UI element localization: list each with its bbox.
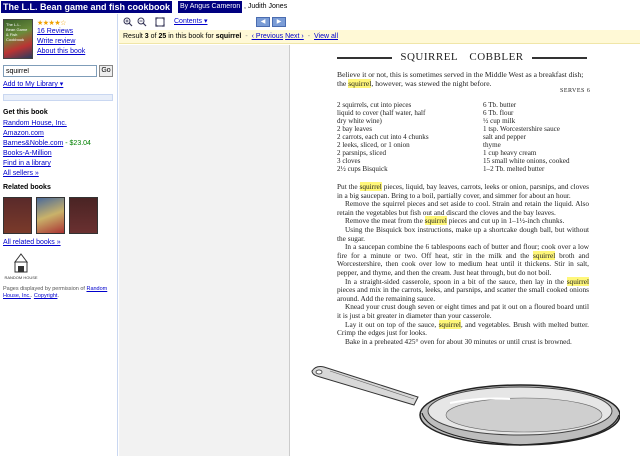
book-title: The L.L. Bean game and fish cookbook [3, 2, 171, 12]
permission-note: Pages displayed by permission of Random House, Inc.. Copyright. [3, 286, 108, 299]
method-paragraph: Remove the meat from the squirrel pieces and cut up in 1–1½-inch chunks. [345, 216, 565, 226]
publisher-logo-icon [3, 252, 39, 284]
ingredient-item: 1–2 Tb. melted butter [483, 165, 545, 173]
related-books-heading: Related books [3, 184, 51, 191]
ingredient-list-left [337, 101, 467, 173]
method-paragraph: Remove the squirrel pieces and set aside to cool. Strain and retain the liquid. Also retain the vegetables but fish out and discard the cloves and the bay leaves. [337, 199, 589, 217]
book-page [289, 45, 640, 456]
book-byline[interactable]: By Angus Cameron [178, 1, 242, 13]
result-separator: - [307, 33, 311, 40]
all-related-books-link[interactable]: All related books » [3, 239, 61, 246]
ingredient-item: 6 Tb. butter [483, 101, 517, 109]
get-book-heading: Get this book [3, 109, 48, 116]
method-paragraph: Using the Bisquick box instructions, make up a shortcake dough ball, but without the sugar. [337, 224, 589, 243]
recipe-method [337, 183, 589, 346]
publisher-logo-text: RANDOM HOUSE [4, 275, 38, 280]
ingredient-item: 1 cup heavy cream [483, 149, 537, 157]
seller-item [3, 119, 91, 129]
viewer-toolbar [119, 14, 640, 30]
recipe-intro: Believe it or not, this is sometimes served in the Middle West as a breakfast dish; the squirrel, however, was stewed the night before. [337, 70, 584, 88]
ingredient-item: 2 bay leaves [337, 125, 373, 133]
seller-link-books-a-million[interactable]: Books-A-Million [3, 150, 52, 157]
ingredient-item: 2 carrots, each cut into 4 chunks [337, 133, 429, 141]
ingredient-item: 2½ cups Bisquick [337, 165, 388, 173]
method-paragraph: In a saucepan combine the 6 tablespoons each of butter and flour; cook over a low fire for a minute or two. Off heat, stir in the milk and the squirrel broth and Worcestershire, then cook over low to medium heat until it thickens. Stir in salt, pepper, and thyme, and then the cream. Just heat through, but do not boil. [337, 242, 589, 277]
result-separator: - [245, 33, 248, 40]
previous-result-link[interactable]: ‹ Previous [251, 33, 284, 40]
ingredient-item: 2 leeks, sliced, or 1 onion [337, 141, 410, 149]
all-sellers-link[interactable]: All sellers » [3, 170, 39, 177]
sidebar [0, 14, 118, 456]
view-all-results-link[interactable]: View all [314, 33, 339, 40]
ingredient-item: liquid to cover (half water, half [337, 109, 426, 117]
ingredient-item: salt and pepper [483, 133, 526, 141]
method-paragraph: Bake in a preheated 425° oven for about 30 minutes or until crust is browned. [345, 336, 572, 346]
seller-link-barnes-noble[interactable]: Barnes&Noble.com [3, 140, 64, 147]
separator-bar [3, 94, 113, 101]
ingredient-item: ½ cup milk [483, 117, 516, 125]
search-highlight: squirrel [533, 250, 556, 260]
method-paragraph: Lay it out on top of the sauce, squirrel, and vegetables. Brush with melted butter. Crimp the edges just for looks. [337, 319, 589, 338]
book-cover-thumbnail[interactable] [3, 19, 33, 59]
seller-item [3, 129, 91, 139]
next-result-link[interactable]: Next › [285, 33, 304, 40]
result-in-book: in this book for [168, 33, 214, 40]
book-cover-text: The L.L. Bean Game & Fish Cookbook [6, 22, 28, 42]
method-paragraph: Knead your crust dough seven or eight times and pat it out on a floured board until it is just a bit greater in diameter than your casserole. [337, 302, 589, 320]
search-in-book-input[interactable] [3, 65, 97, 77]
ingredient-item: 2 parsnips, sliced [337, 149, 387, 157]
search-highlight: squirrel [359, 182, 382, 191]
title-bar [0, 0, 640, 14]
recipe-title [337, 51, 587, 63]
seller-price: - $23.04 [65, 140, 91, 147]
search-highlight: squirrel [438, 319, 461, 329]
rating-stars: ★★★★☆ [37, 20, 66, 27]
zoom-out-icon[interactable] [137, 17, 147, 27]
copyright-link[interactable]: Copyright [33, 293, 58, 299]
result-query: squirrel [215, 33, 242, 40]
publisher-link[interactable]: Random House, Inc. [3, 286, 108, 299]
seller-link-random-house[interactable]: Random House, Inc. [3, 120, 67, 127]
search-result-bar [119, 30, 640, 44]
ingredient-item: dry white wine) [337, 117, 382, 125]
ingredient-item: 6 Tb. flour [483, 109, 514, 117]
permission-text: Pages displayed by permission of [3, 286, 85, 292]
ingredient-item: 15 small white onions, cooked [483, 157, 570, 165]
seller-item [3, 169, 91, 179]
previous-page-arrow-icon[interactable]: ◀ [256, 17, 270, 27]
seller-item [3, 139, 91, 149]
next-page-arrow-icon[interactable]: ▶ [272, 17, 286, 27]
related-book-cover[interactable] [3, 197, 32, 234]
ingredient-item: 2 squirrels, cut into pieces [337, 101, 412, 109]
method-paragraph: Put the squirrel pieces, liquid, bay leaves, carrots, leeks or onion, parsnips, and cloves in a big saucepan. Bring to a boil, partially cover, and simmer for about an hour. [337, 182, 589, 200]
seller-link-amazon[interactable]: Amazon.com [3, 130, 44, 137]
serves-label: SERVES 6 [560, 88, 591, 94]
result-current: 3 [144, 33, 149, 40]
related-book-cover[interactable] [69, 197, 98, 234]
seller-item [3, 159, 91, 169]
go-button[interactable]: Go [99, 65, 113, 77]
write-review-link[interactable]: Write review [37, 38, 76, 45]
ingredient-item: 1 tsp. Worcestershire sauce [483, 125, 560, 133]
ingredient-item: thyme [483, 141, 501, 149]
find-in-library-link[interactable]: Find in a library [3, 160, 51, 167]
method-paragraph: In a straight-sided casserole, spoon in a bit of the sauce, then lay in the squirrel pieces and mix in the carrots, leeks, and parsnips, and scatter the small cooked onions around. Add the remaining sauce. [337, 276, 589, 303]
related-book-cover[interactable] [36, 197, 65, 234]
frying-pan-illustration-icon [310, 363, 620, 447]
book-viewer[interactable] [119, 45, 640, 456]
seller-item [3, 149, 91, 159]
fullscreen-icon[interactable] [155, 17, 165, 27]
zoom-in-icon[interactable] [123, 17, 133, 27]
result-total: 25 [158, 33, 167, 40]
seller-list [3, 119, 91, 179]
result-of: of [150, 33, 157, 40]
recipe-title-rest: COBBLER [462, 51, 527, 63]
result-prefix: Result [123, 33, 143, 40]
recipe-title-highlight: SQUIRREL [396, 51, 462, 63]
add-to-library-link[interactable]: Add to My Library ▾ [3, 81, 64, 88]
reviews-link[interactable]: 16 Reviews [37, 28, 74, 35]
search-highlight: squirrel [424, 216, 447, 226]
about-book-link[interactable]: About this book [37, 48, 86, 55]
book-coauthor[interactable]: , Judith Jones [244, 3, 288, 10]
search-highlight: squirrel [348, 79, 372, 88]
ingredient-list-right [483, 101, 593, 173]
search-highlight: squirrel [566, 276, 589, 286]
ingredient-item: 3 cloves [337, 157, 361, 165]
contents-dropdown[interactable]: Contents ▾ [174, 18, 208, 25]
